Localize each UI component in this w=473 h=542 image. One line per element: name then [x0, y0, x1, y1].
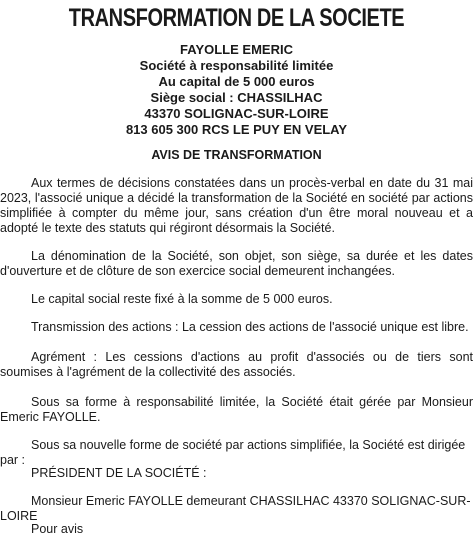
paragraph-share-transfer: Transmission des actions : La cession des actions de l'associé unique est libre.	[31, 320, 469, 334]
company-registry: 813 605 300 RCS LE PUY EN VELAY	[125, 122, 348, 137]
president-heading: PRÉSIDENT DE LA SOCIÉTÉ :	[31, 466, 207, 480]
company-registered-office: Siège social : CHASSILHAC	[150, 90, 323, 105]
paragraph-new-management: Sous sa nouvelle forme de société par actions simplifiée, la Société est dirigée par :	[0, 438, 466, 467]
company-name: FAYOLLE EMERIC	[180, 42, 293, 57]
notice-heading: AVIS DE TRANSFORMATION	[151, 148, 322, 162]
company-city: 43370 SOLIGNAC-SUR-LOIRE	[144, 106, 329, 121]
paragraph-former-management: Sous sa forme à responsabilité limitée, la Société était gérée par Monsieur Emeric FAYOLLE.	[0, 395, 473, 424]
closing-for-notice: Pour avis	[31, 522, 84, 536]
paragraph-decisions: Aux termes de décisions constatées dans un procès-verbal en date du 31 mai 2023, l'associé unique a décidé la transformation de la Société en société par actions simplifiée à compter du même jour, sans création d'un être moral nouveau et a adopté le texte des statuts qui régiront désormais la Société.	[0, 176, 473, 235]
paragraph-approval: Agrément : Les cessions d'actions au profit d'associés ou de tiers sont soumises à l'agrément de la collectivité des associés.	[0, 350, 473, 379]
company-capital: Au capital de 5 000 euros	[158, 74, 315, 89]
company-block	[0, 42, 473, 138]
notice-title: TRANSFORMATION DE LA SOCIETE	[68, 4, 405, 32]
paragraph-unchanged-details: La dénomination de la Société, son objet, son siège, sa durée et les dates d'ouverture et de clôture de son exercice social demeurent inchangées.	[0, 249, 473, 278]
president-name: Monsieur Emeric FAYOLLE demeurant CHASSILHAC 43370 SOLIGNAC-SUR-LOIRE	[0, 494, 471, 523]
company-legal-form: Société à responsabilité limitée	[139, 58, 334, 73]
paragraph-capital: Le capital social reste fixé à la somme de 5 000 euros.	[31, 292, 333, 306]
